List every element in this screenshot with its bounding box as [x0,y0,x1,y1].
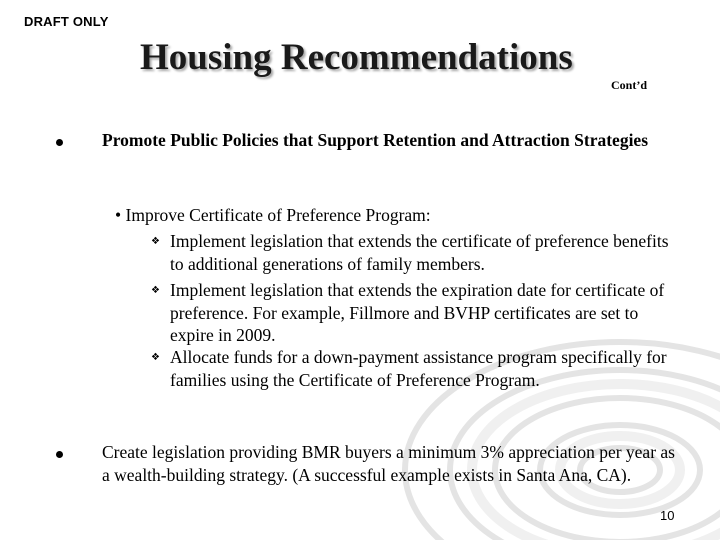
sub-item-expiration: Implement legislation that extends the expiration date for certificate of preference. For example, Fillmore and BVHP certificates are set to expire in 2009. [170,280,665,345]
bullet-promote-policies: Promote Public Policies that Support Retention and Attraction Strategies [102,130,649,150]
page-title: Housing Recommendations [140,37,573,78]
title-suffix: Cont’d [611,78,648,92]
bullet-bmr-legislation: Create legislation providing BMR buyers a minimum 3% appreciation per year as a wealth-building strategy. (A successful example exists in Santa Ana, CA). [102,442,675,485]
sub-bullet-text: Improve Certificate of Preference Program: [125,205,431,225]
bullet-dot-icon [56,451,63,458]
diamond-bullet-icon: ❖ [151,236,160,247]
sub-bullet-certificate [115,205,675,226]
sub-item-down-payment: Allocate funds for a down-payment assistance program specifically for families using the Certificate of Preference Program. [170,347,667,390]
page-number: 10 [660,508,675,523]
bullet-dot-icon [56,139,63,146]
sub-item-generations: Implement legislation that extends the certificate of preference benefits to additional generations of family members. [170,231,669,274]
diamond-bullet-icon: ❖ [151,285,160,296]
sub-bullet-marker: • [115,205,122,225]
diamond-bullet-icon: ❖ [151,352,160,363]
draft-label: DRAFT ONLY [24,14,109,29]
